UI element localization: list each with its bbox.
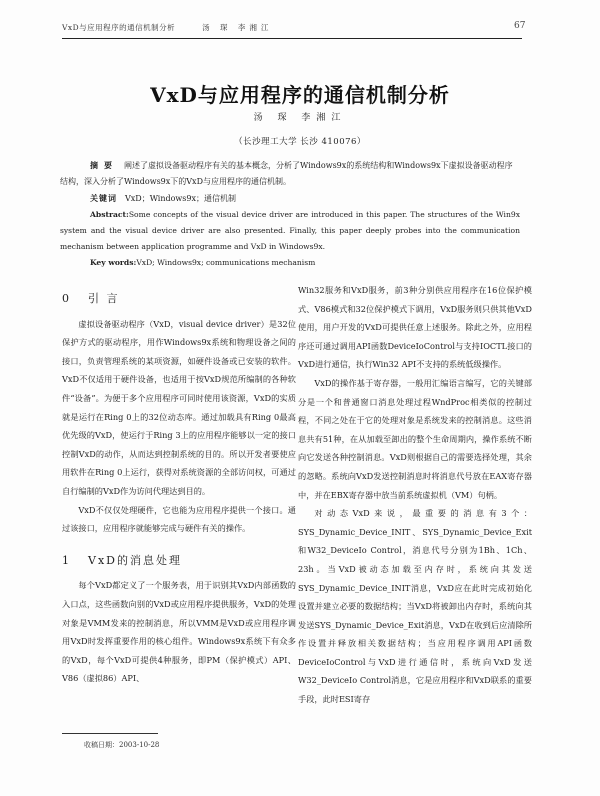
keywords-zh-text: VxD；Windows9x；通信机制	[125, 194, 236, 203]
footnote-received-date: 收稿日期：2003-10-28	[84, 741, 160, 749]
left-column	[62, 290, 296, 688]
section-heading-introduction	[62, 290, 296, 309]
body-paragraph: VxD的操作基于寄存器，一般用汇编语言编写，它的关键部分是一个和普通窗口消息处理过程WndProc相类似的控制过程，不同之处在于它的处理对象是系统发来的控制消息。这些消息共有51种，在从加载至卸出的整个生命周期内，操作系统不断向它发送各种控制消息。VxD则根据自己的需要选择处理，其余的忽略。系统向VxD发送控制消息时将消息代号放在EAX寄存器中，并在EBX寄存器中放当前系统虚拟机（VM）句柄。	[298, 377, 532, 500]
right-column	[298, 281, 532, 709]
footnote-rule	[62, 733, 158, 734]
abstract-block	[60, 157, 520, 271]
running-header	[62, 22, 462, 33]
running-header-title: VxD与应用程序的通信机制分析	[62, 23, 176, 32]
body-paragraph: 对动态VxD来说，最重要的消息有3个：SYS_Dynamic_Device_INIT、SYS_Dynamic_Device_Exit和W32_DeviceIo Control，消息代号分别为1Bh、1Ch、23h。当VxD被动态加载至内存时，系统向其发送SYS_Dynamic_Device_INIT消息，VxD应在此时完成初始化设置并建立必要的数据结构；当VxD将被卸出内存时，系统向其发送SYS_Dynamic_Device_Exit消息，VxD在收到后应清除所作设置并释放相关数据结构；当应用程序调用API函数DeviceIoControl与VxD进行通信时，系统向VxD发送W32_DeviceIo Control消息，它是应用程序和VxD联系的重要手段，此时ESI寄存	[298, 508, 532, 705]
section-number: 1	[62, 553, 71, 567]
keywords-en-label: Key words:	[90, 258, 137, 267]
abstract-zh-label: 摘要	[90, 160, 118, 170]
paper-affiliation: （长沙理工大学 长沙 410076）	[234, 137, 366, 147]
section-number: 0	[62, 292, 71, 305]
abstract-zh	[60, 157, 520, 190]
keywords-en-text: VxD; Windows9x; communications mechanism	[136, 258, 316, 267]
section-heading-message-handling	[62, 552, 296, 571]
body-paragraph: Win32服务和VxD服务，前3种分别供应用程序在16位保护模式、V86模式和32位保护模式下调用，VxD服务则只供其他VxD使用，用户开发的VxD可提供任意上述服务。除此之外，应用程序还可通过调用API函数DeviceIoControl与支持IOCTL接口的VxD进行通信，执行Win32 API不支持的系统低级操作。	[298, 285, 532, 370]
abstract-zh-text: 阐述了虚拟设备驱动程序有关的基本概念，分析了Windows9x的系统结构和Windows9x下虚拟设备驱动程序结构，深入分析了Windows9x下的VxD与应用程序的通信机制。	[60, 161, 513, 186]
section-title: 引 言	[88, 292, 120, 305]
header-rule	[62, 38, 522, 39]
keywords-en	[60, 255, 520, 271]
paper-title: VxD与应用程序的通信机制分析	[150, 83, 450, 108]
keywords-zh-label: 关键词	[90, 193, 117, 203]
body-paragraph: 每个VxD都定义了一个服务表，用于识别其VxD内部函数的入口点，这些函数向别的VxD或应用程序提供服务，VxD的处理对象是VMM发来的控制消息，所以VMM是VxD或应用程序调用VxD时发挥重要作用的核心组件。Windows9x系统下有众多的VxD，每个VxD可提供4种服务，即PM（保护模式）API、V86（虚拟86）API、	[62, 580, 296, 684]
running-header-authors: 汤 琛 李湘江	[202, 23, 273, 32]
abstract-en-label: Abstract:	[90, 210, 129, 219]
section-title: VxD的消息处理	[88, 553, 182, 567]
paper-authors: 汤 琛 李湘江	[253, 113, 347, 123]
body-paragraph: 虚拟设备驱动程序（VxD，visual device driver）是32位保护方式的驱动程序，用作Windows9x系统和物理设备之间的接口，负责管理系统的某项资源，如硬件设备或已安装的软件。VxD不仅适用于硬件设备，也适用于按VxD规范所编制的各种软件“设备”。为便于多个应用程序可同时使用该资源，VxD的实质就是运行在Ring 0上的32位动态库。通过加载具有Ring 0最高优先级的VxD，使运行于Ring 3上的应用程序能够以一定的接口控制VxD的动作，从而达到控制系统的目的。所以开发者要使应用软件在Ring 0上运行，获得对系统资源的全部访问权，可通过自行编制的VxD作为访问代理达到目的。	[62, 318, 296, 496]
body-paragraph: VxD不仅仅处理硬件，它也能为应用程序提供一个接口。通过该接口，应用程序就能够完成与硬件有关的操作。	[62, 504, 296, 534]
abstract-en	[60, 207, 520, 255]
page-number: 67	[514, 21, 526, 31]
keywords-zh	[60, 190, 520, 207]
abstract-en-text: Some concepts of the visual device driver are introduced in this paper. The structures of the Win9x system and the visual device driver are also presented. Finally, this paper deeply probes into the communication mechanism between application programme and VxD in Windows9x.	[60, 210, 520, 251]
